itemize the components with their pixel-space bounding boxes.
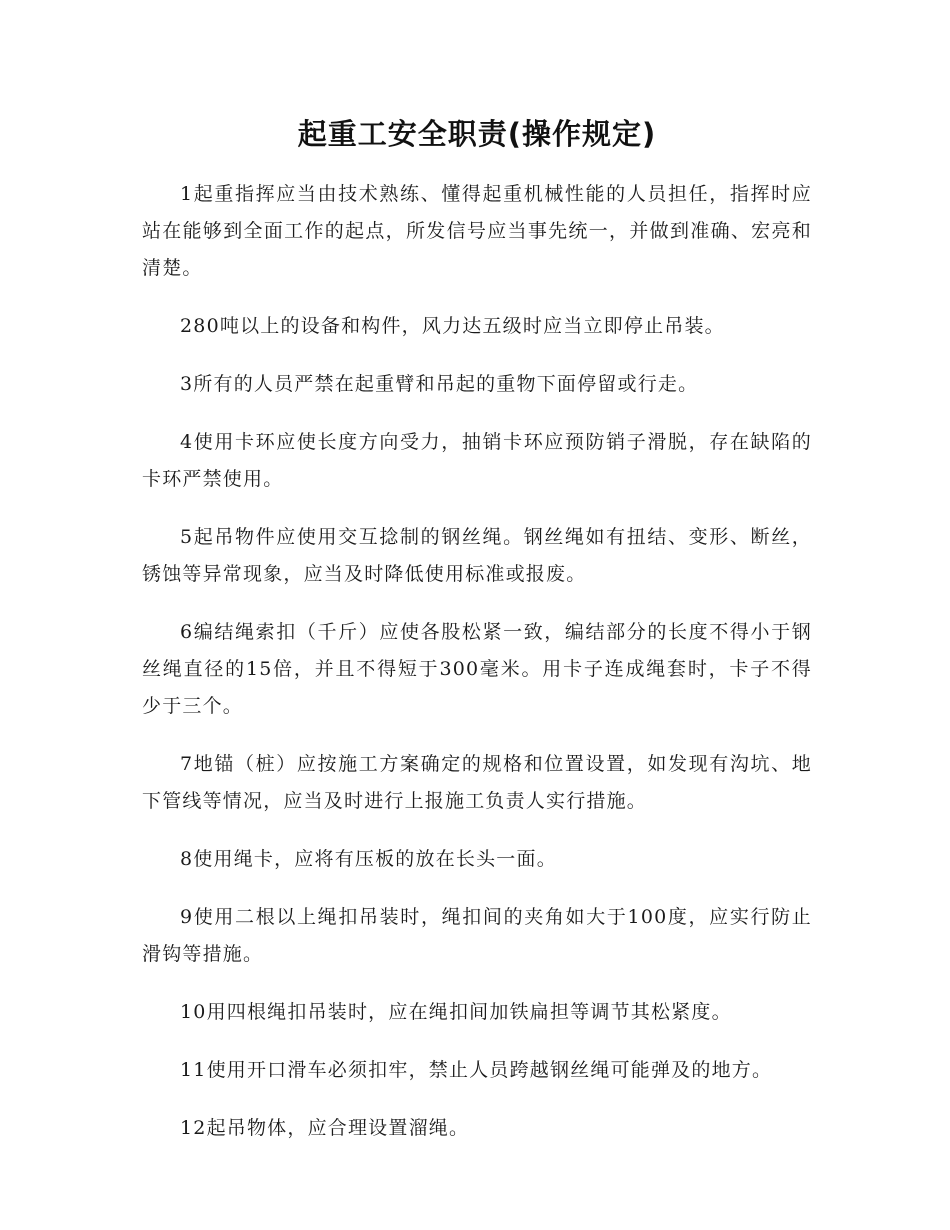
paragraph-8: 8使用绳卡，应将有压板的放在长头一面。 — [180, 848, 557, 870]
paragraph-10: 10用四根绳扣吊装时，应在绳扣间加铁扁担等调节其松紧度。 — [180, 1001, 732, 1023]
paragraph-5: 5起吊物件应使用交互捻制的钢丝绳。钢丝绳如有扭结、变形、断丝，锈蚀等异常现象，应当及时降低使用标准或报废。 — [142, 526, 812, 585]
paragraph-9: 9使用二根以上绳扣吊装时，绳扣间的夹角如大于100度，应实行防止滑钩等措施。 — [142, 906, 812, 965]
paragraph-4: 4使用卡环应使长度方向受力，抽销卡环应预防销子滑脱，存在缺陷的卡环严禁使用。 — [142, 431, 812, 490]
document-title: 起重工安全职责(操作规定) — [297, 117, 657, 151]
paragraph-6: 6编结绳索扣（千斤）应使各股松紧一致，编结部分的长度不得小于钢丝绳直径的15倍，并且不得短于300毫米。用卡子连成绳套时，卡子不得少于三个。 — [142, 621, 812, 717]
paragraph-11: 11使用开口滑车必须扣牢，禁止人员跨越钢丝绳可能弹及的地方。 — [180, 1059, 773, 1081]
paragraph-12: 12起吊物体，应合理设置溜绳。 — [180, 1117, 470, 1139]
paragraph-1: 1起重指挥应当由技术熟练、懂得起重机械性能的人员担任，指挥时应站在能够到全面工作的起点，所发信号应当事先统一，并做到准确、宏亮和清楚。 — [142, 183, 812, 279]
paragraph-2: 280吨以上的设备和构件，风力达五级时应当立即停止吊装。 — [180, 315, 725, 337]
paragraph-7: 7地锚（桩）应按施工方案确定的规格和位置设置，如发现有沟坑、地下管线等情况，应当及时进行上报施工负责人实行措施。 — [142, 753, 812, 812]
paragraph-3: 3所有的人员严禁在起重臂和吊起的重物下面停留或行走。 — [180, 373, 699, 395]
